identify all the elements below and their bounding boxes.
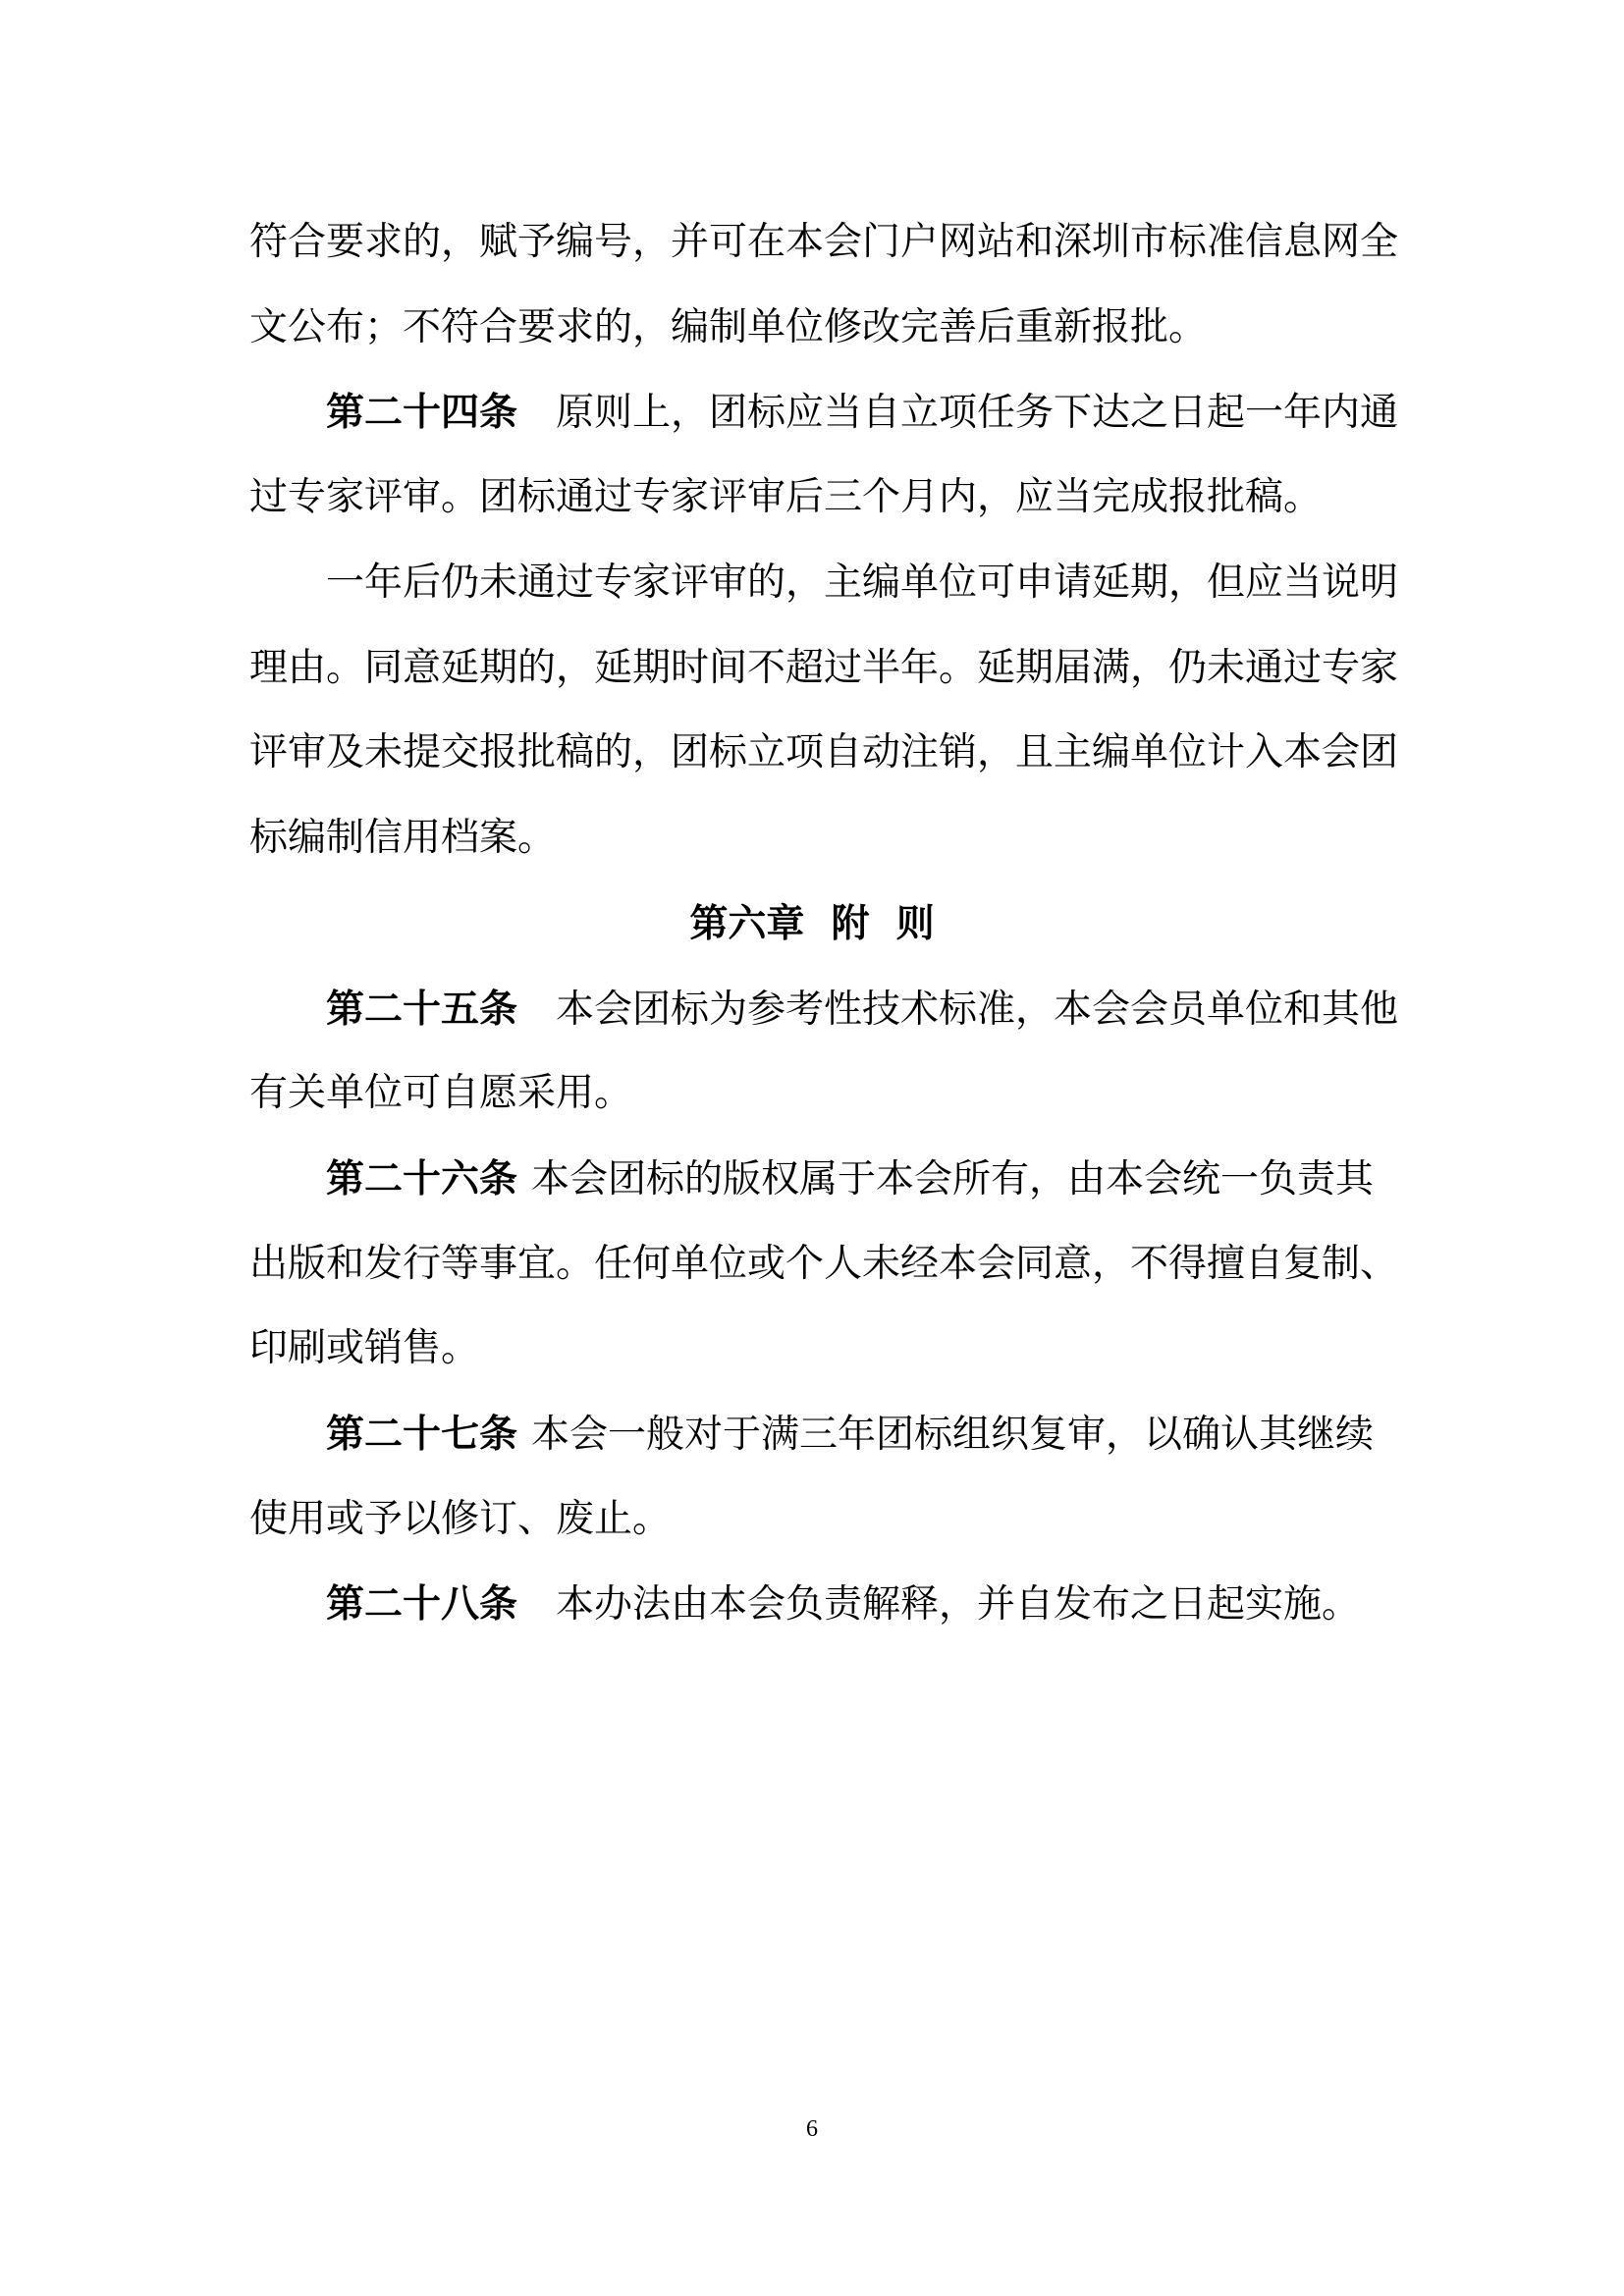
article-26-line-1 (326, 1156, 1374, 1202)
article-24-line-2: 过专家评审。团标通过专家评审后三个月内，应当完成报批稿。 (249, 475, 1323, 519)
article-26-line-2: 出版和发行等事宜。任何单位或个人未经本会同意，不得擅自复制、 (249, 1242, 1399, 1286)
article-26-line-3: 印刷或销售。 (249, 1326, 480, 1370)
article-26-heading: 第二十六条 (326, 1156, 518, 1201)
article-25-line-2: 有关单位可自愿采用。 (249, 1071, 633, 1115)
article-28-line-1 (326, 1581, 1360, 1628)
paragraph-line: 符合要求的，赋予编号，并可在本会门户网站和深圳市标准信息网全 (249, 220, 1399, 264)
chapter-title: 第六章 附 则 (689, 901, 935, 946)
article-25-line-1 (326, 987, 1398, 1033)
page-number: 6 (806, 2116, 818, 2142)
article-27-text: 本会一般对于满三年团标组织复审，以确认其继续 (531, 1413, 1375, 1457)
article-25-heading: 第二十五条 (326, 987, 518, 1032)
article-28-text: 本办法由本会负责解释，并自发布之日起实施。 (556, 1582, 1361, 1627)
extension-line-2: 理由。同意延期的，延期时间不超过半年。延期届满，仍未通过专家 (249, 646, 1399, 690)
paragraph-line: 文公布；不符合要求的，编制单位修改完善后重新报批。 (249, 305, 1208, 349)
article-27-heading: 第二十七条 (326, 1412, 518, 1457)
article-25-text: 本会团标为参考性技术标准，本会会员单位和其他 (556, 988, 1399, 1032)
extension-line-3: 评审及未提交报批稿的，团标立项自动注销，且主编单位计入本会团 (249, 730, 1399, 774)
article-27-line-2: 使用或予以修订、废止。 (249, 1497, 672, 1541)
article-24-text: 原则上，团标应当自立项任务下达之日起一年内通 (556, 391, 1399, 435)
article-24-line-1 (326, 390, 1398, 436)
article-24-heading: 第二十四条 (326, 390, 518, 435)
article-27-line-1 (326, 1412, 1374, 1458)
extension-line-1: 一年后仍未通过专家评审的，主编单位可申请延期，但应当说明 (326, 561, 1399, 605)
article-28-heading: 第二十八条 (326, 1581, 518, 1627)
article-26-text: 本会团标的版权属于本会所有，由本会统一负责其 (531, 1157, 1375, 1201)
extension-line-4: 标编制信用档案。 (249, 816, 557, 860)
